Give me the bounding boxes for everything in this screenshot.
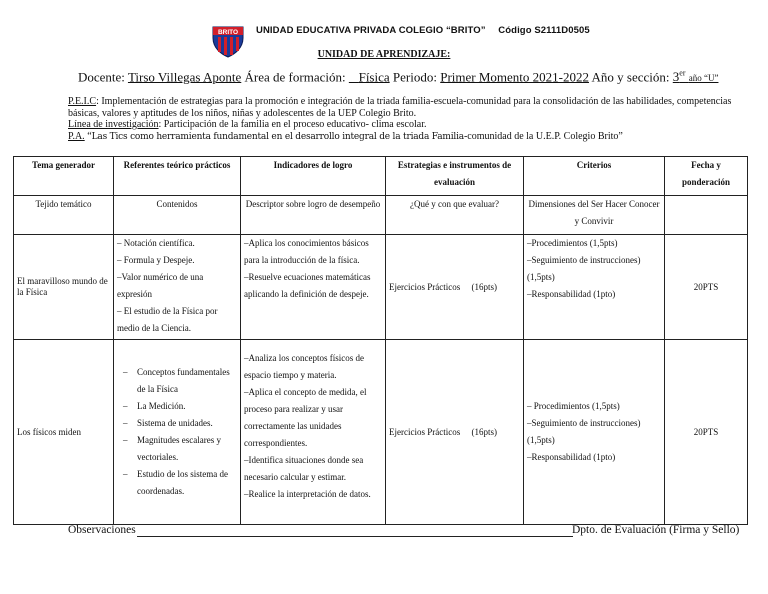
pa-line: P.A. “Las Tics como herramienta fundamental en el desarrollo integral de la triada Familia-comunidad de la U.E.P. Colegio Brito” [68, 130, 623, 142]
list-item: – La Medición. [129, 398, 237, 415]
project-info [68, 96, 758, 143]
list-item: – Conceptos fundamentales de la Física [129, 364, 237, 398]
list-item: –Seguimiento de instrucciones)(1,5pts) [527, 255, 641, 283]
estrategias-cell: Ejercicios Prácticos (16pts) [386, 235, 524, 340]
docente-name: Tirso Villegas Aponte [127, 69, 242, 85]
header-cell: Estrategias e instrumentos de evaluación [386, 157, 524, 196]
contenidos-cell [114, 340, 241, 525]
estrategias-cell: Ejercicios Prácticos (16pts) [386, 340, 524, 525]
criterios-cell [524, 235, 665, 340]
list-item: – Estudio de los sistema de coordenadas. [129, 466, 237, 500]
list-item: –Seguimiento de instrucciones)(1,5pts) [527, 418, 641, 446]
list-item: –Realice la interpretación de datos. [244, 489, 371, 500]
subheader-cell: Tejido temático [14, 196, 114, 235]
list-item: –Analiza los conceptos físicos de espacio tiempo y materia. [244, 353, 364, 381]
area-value: Física [358, 69, 390, 85]
table-header-row [14, 157, 748, 196]
school-code: Código S2111D0505 [498, 25, 590, 36]
list-item: –Procedimientos (1,5pts) [527, 238, 618, 249]
periodo-value: Primer Momento 2021-2022 [440, 69, 589, 85]
list-item: – Formula y Despeje. [117, 255, 195, 266]
linea-investigacion: Línea de investigación: Participación de la familia en el proceso educativo- clima escolar. [68, 119, 427, 130]
subheader-cell: ¿Qué y con que evaluar? [386, 196, 524, 235]
learning-plan-table [13, 156, 748, 525]
fecha-cell: 20PTS [665, 340, 748, 525]
subheader-cell: Dimensiones del Ser Hacer Conocer y Convivir [524, 196, 665, 235]
header-cell: Referentes teórico prácticos [114, 157, 241, 196]
subheader-cell [665, 196, 748, 235]
observaciones-line [137, 536, 573, 537]
school-name: UNIDAD EDUCATIVA PRIVADA COLEGIO “BRITO” [256, 25, 486, 36]
school-header [256, 25, 590, 36]
contenidos-cell [114, 235, 241, 340]
header-cell: Indicadores de logro [241, 157, 386, 196]
tema-cell: El maravilloso mundo de la Física [14, 235, 114, 340]
header-cell: Criterios [524, 157, 665, 196]
list-item: –Aplica los conocimientos básicos para la introducción de la física. [244, 238, 369, 266]
list-item: –Aplica el concepto de medida, el proceso para realizar y usar correctamente las unidades correspondientes. [244, 387, 367, 449]
subheader-cell: Contenidos [114, 196, 241, 235]
indicadores-cell [241, 235, 386, 340]
list-item: – El estudio de la Física por medio de la Ciencia. [117, 306, 218, 334]
list-item: – Procedimientos (1,5pts) [527, 401, 620, 412]
docente-line: Docente: Tirso Villegas Aponte Área de formación: Física Periodo: Primer Momento 2021-2022 Año y sección: 3er año “U” [78, 69, 719, 85]
subheader-cell: Descriptor sobre logro de desempeño [241, 196, 386, 235]
list-item: –Responsabilidad (1pto) [527, 452, 616, 463]
logo-text: BRITO [217, 29, 239, 36]
header-cell: Tema generador [14, 157, 114, 196]
list-item: – Notación científica. [117, 238, 195, 249]
indicadores-cell [241, 340, 386, 525]
seccion-value: 3er año “U” [672, 69, 719, 85]
list-item: –Resuelve ecuaciones matemáticas aplicando la definición de despeje. [244, 272, 371, 300]
peic-paragraph: P.E.I.C: Implementación de estrategias para la promoción e integración de la triada familia-escuela-comunidad para la consolidación de las habilidades, competencias básicas, valores y aptitudes de los niños, niñas y adolescentes de la UEP Colegio Brito. [68, 96, 732, 119]
fecha-cell: 20PTS [665, 235, 748, 340]
unit-title: UNIDAD DE APRENDIZAJE: [317, 49, 451, 60]
criterios-cell [524, 340, 665, 525]
list-item: – Sistema de unidades. [129, 415, 237, 432]
list-item: –Responsabilidad (1pto) [527, 289, 616, 300]
list-item: – Magnitudes escalares y vectoriales. [129, 432, 237, 466]
list-item: –Identifica situaciones donde sea necesario calcular y estimar. [244, 455, 364, 483]
observaciones-label: Observaciones [68, 524, 136, 536]
firma-label: Dpto. de Evaluación (Firma y Sello) [572, 524, 740, 536]
table-row [14, 340, 748, 525]
list-item: –Valor numérico de una expresión [117, 272, 204, 300]
header-cell: Fecha y ponderación [665, 157, 748, 196]
table-row [14, 235, 748, 340]
tema-cell: Los físicos miden [14, 340, 114, 525]
table-subheader-row [14, 196, 748, 235]
